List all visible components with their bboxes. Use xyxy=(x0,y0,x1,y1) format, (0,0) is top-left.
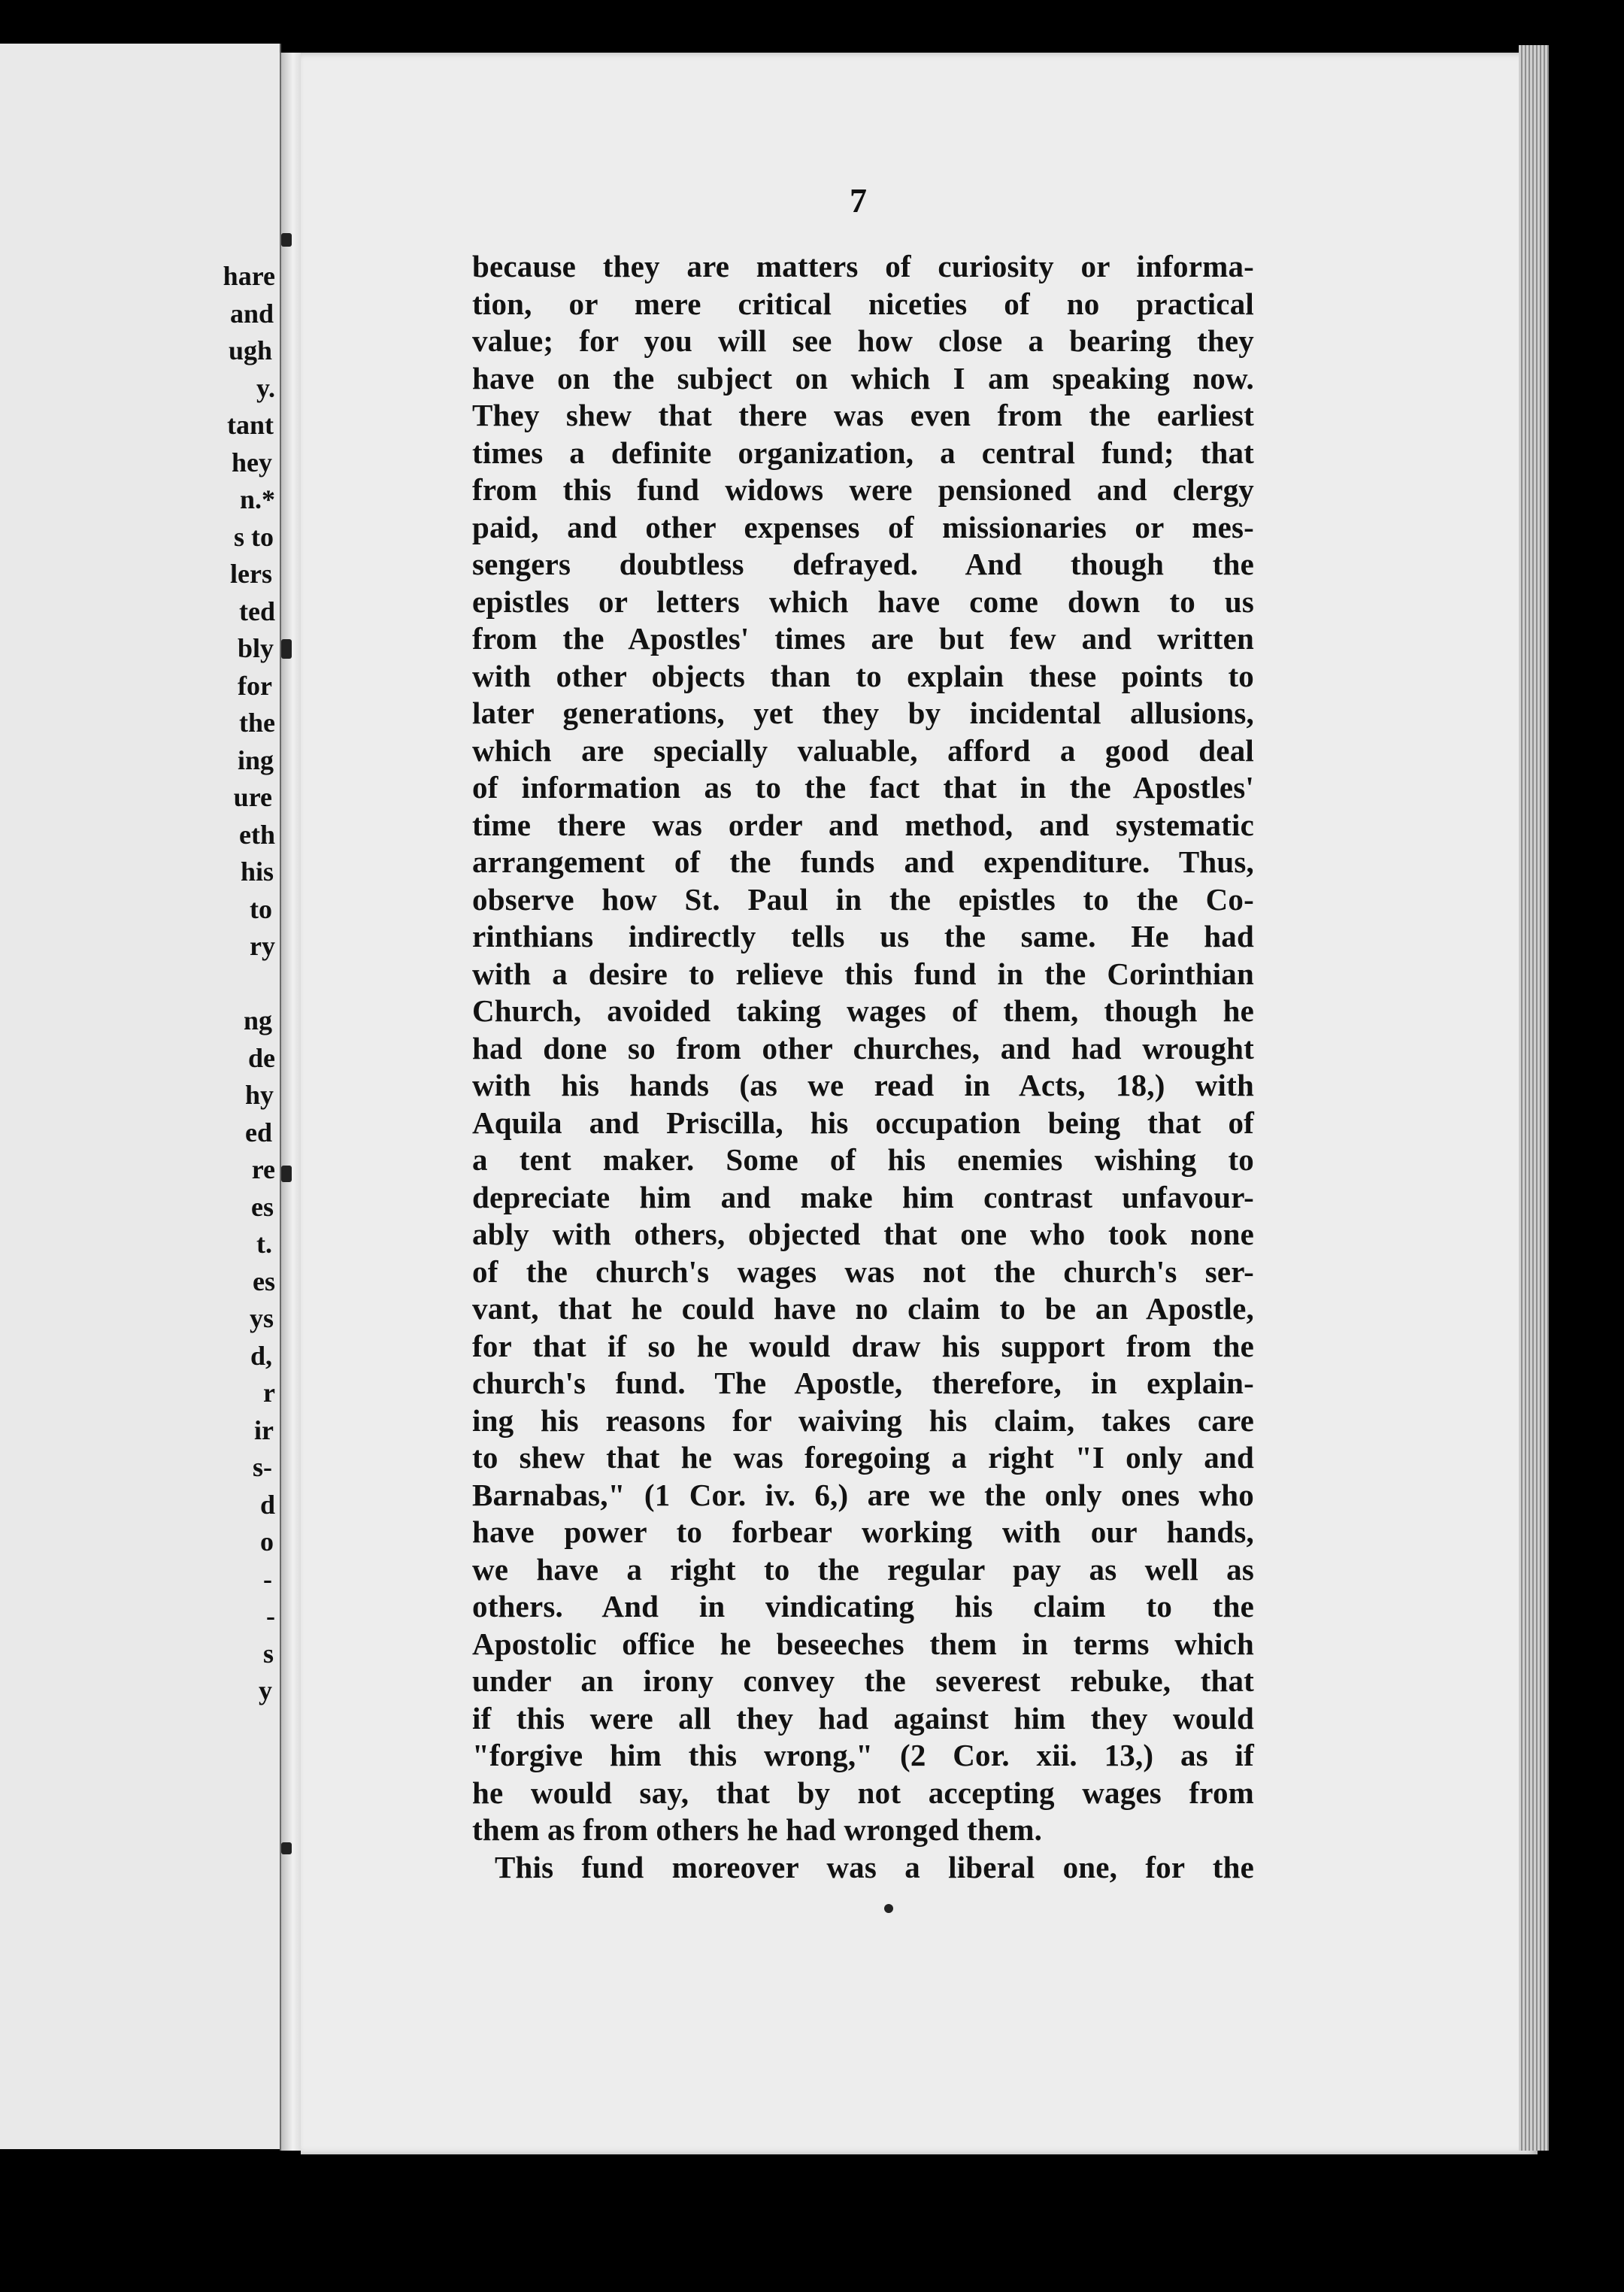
left-text-fragment: r xyxy=(263,1378,275,1408)
left-page-fragment xyxy=(0,44,281,2149)
text-line: rinthians indirectly tells us the same. He had xyxy=(472,919,1254,953)
left-text-fragment: ted xyxy=(239,596,275,626)
left-text-fragment: t. xyxy=(256,1229,272,1259)
text-line: Church, avoided taking wages of them, though he xyxy=(472,993,1254,1028)
left-text-fragment: eth xyxy=(239,819,275,850)
text-line: had done so from other churches, and had wrought xyxy=(472,1030,1254,1066)
left-text-fragment: the xyxy=(239,708,275,738)
left-text-fragment: ure xyxy=(233,782,272,812)
left-text-fragment: hey xyxy=(232,447,272,478)
text-line: arrangement of the funds and expenditure. Thus, xyxy=(472,844,1254,879)
left-text-fragment: d, xyxy=(250,1340,272,1371)
text-line: Barnabas," (1 Cor. iv. 6,) are we the only ones who xyxy=(472,1477,1254,1512)
printer-mark xyxy=(884,1904,893,1913)
left-text-fragment: tant xyxy=(227,410,274,440)
left-text-fragment: to xyxy=(250,893,272,924)
left-text-fragment: es xyxy=(251,1191,274,1222)
left-text-fragment: es xyxy=(253,1266,275,1296)
text-line: with a desire to relieve this fund in the Corinthian xyxy=(472,956,1254,991)
text-line: ably with others, objected that one who took none xyxy=(472,1217,1254,1251)
left-text-fragment: for xyxy=(238,670,272,701)
binding-stitch xyxy=(281,639,292,659)
left-text-fragment: ed xyxy=(245,1117,272,1148)
left-text-fragment: s- xyxy=(253,1452,272,1482)
text-line: of information as to the fact that in the Apostles' xyxy=(472,770,1254,805)
text-line: if this were all they had against him they would xyxy=(472,1700,1254,1736)
text-line: with his hands (as we read in Acts, 18,) with xyxy=(472,1068,1254,1102)
text-line: a tent maker. Some of his enemies wishing to xyxy=(472,1142,1254,1177)
page-edge xyxy=(1519,45,1549,2151)
text-line: They shew that there was even from the earliest xyxy=(472,398,1254,432)
text-line: from the Apostles' times are but few and written xyxy=(472,621,1254,656)
text-line: sengers doubtless defrayed. And though the xyxy=(472,547,1254,581)
page-number: 7 xyxy=(850,181,867,220)
text-line: later generations, yet they by incidental allusions, xyxy=(472,696,1254,730)
left-text-fragment: s xyxy=(262,1638,274,1669)
left-text-fragment: lers xyxy=(230,559,272,589)
text-line: time there was order and method, and systematic xyxy=(472,807,1254,842)
text-line: we have a right to the regular pay as well as xyxy=(472,1551,1254,1587)
text-line: with other objects than to explain these points to xyxy=(472,658,1254,693)
text-line: paid, and other expenses of missionaries or mes- xyxy=(472,509,1254,544)
text-line: ing his reasons for waiving his claim, takes care xyxy=(472,1402,1254,1438)
left-text-fragment: ing xyxy=(237,744,274,775)
left-text-fragment: - xyxy=(266,1601,275,1631)
text-line: "forgive him this wrong," (2 Cor. xii. 13,) as if xyxy=(472,1738,1254,1772)
text-line: have power to forbear working with our hands, xyxy=(472,1514,1254,1549)
text-line: have on the subject on which I am speaking now. xyxy=(472,360,1254,396)
text-line: because they are matters of curiosity or informa- xyxy=(472,249,1254,283)
text-line: them as from others he had wronged them. xyxy=(472,1812,1043,1847)
left-text-fragment: d xyxy=(259,1489,275,1520)
left-text-fragment: s to xyxy=(234,521,274,552)
left-text-fragment: o xyxy=(260,1526,274,1557)
text-line: which are specially valuable, afford a good deal xyxy=(472,732,1254,768)
text-line: observe how St. Paul in the epistles to the Co- xyxy=(472,881,1254,917)
text-line: church's fund. The Apostle, therefore, in explain- xyxy=(472,1366,1254,1400)
left-text-fragment: ir xyxy=(254,1414,274,1445)
left-text-fragment: his xyxy=(240,856,274,887)
left-text-fragment: ugh xyxy=(228,335,272,365)
left-text-fragment: n.* xyxy=(239,484,275,514)
left-text-fragment: re xyxy=(251,1154,275,1184)
text-line: Apostolic office he beseeches them in terms which xyxy=(472,1626,1254,1661)
left-text-fragment: hy xyxy=(244,1080,274,1110)
text-line: of the church's wages was not the church's ser- xyxy=(472,1254,1254,1289)
body-text xyxy=(472,248,1254,1886)
text-line: depreciate him and make him contrast unfavour- xyxy=(472,1179,1254,1214)
left-text-fragment: bly xyxy=(237,633,274,663)
left-text-fragment: ry xyxy=(250,931,275,961)
text-line: epistles or letters which have come down to us xyxy=(472,584,1254,619)
text-line: others. And in vindicating his claim to the xyxy=(472,1589,1254,1624)
binding-stitch xyxy=(281,1842,292,1854)
left-text-fragment: hare xyxy=(223,261,275,291)
text-line: Aquila and Priscilla, his occupation being that of xyxy=(472,1105,1254,1140)
left-text-fragment: y. xyxy=(256,372,275,403)
text-line: This fund moreover was a liberal one, for the xyxy=(495,1849,1254,1884)
left-text-fragment: ng xyxy=(243,1005,272,1035)
text-line: from this fund widows were pensioned and clergy xyxy=(472,472,1254,507)
binding-stitch xyxy=(281,233,292,247)
left-text-fragment: de xyxy=(248,1042,275,1073)
left-text-fragment: ys xyxy=(249,1303,274,1333)
left-text-fragment: and xyxy=(229,298,274,329)
text-line: to shew that he was foregoing a right "I only and xyxy=(472,1440,1254,1475)
text-line: he would say, that by not accepting wages from xyxy=(472,1775,1254,1810)
binding-stitch xyxy=(281,1166,292,1182)
book-gutter xyxy=(280,53,302,2151)
text-line: under an irony convey the severest rebuke, that xyxy=(472,1663,1254,1698)
text-line: value; for you will see how close a bearing they xyxy=(472,323,1254,358)
text-line: tion, or mere critical niceties of no practical xyxy=(472,286,1254,321)
text-line: for that if so he would draw his support from the xyxy=(472,1328,1254,1363)
text-line: times a definite organization, a central fund; that xyxy=(472,435,1254,470)
left-text-fragment: - xyxy=(263,1563,272,1594)
left-text-fragment: y xyxy=(259,1675,272,1705)
text-line: vant, that he could have no claim to be an Apostle, xyxy=(472,1291,1254,1326)
